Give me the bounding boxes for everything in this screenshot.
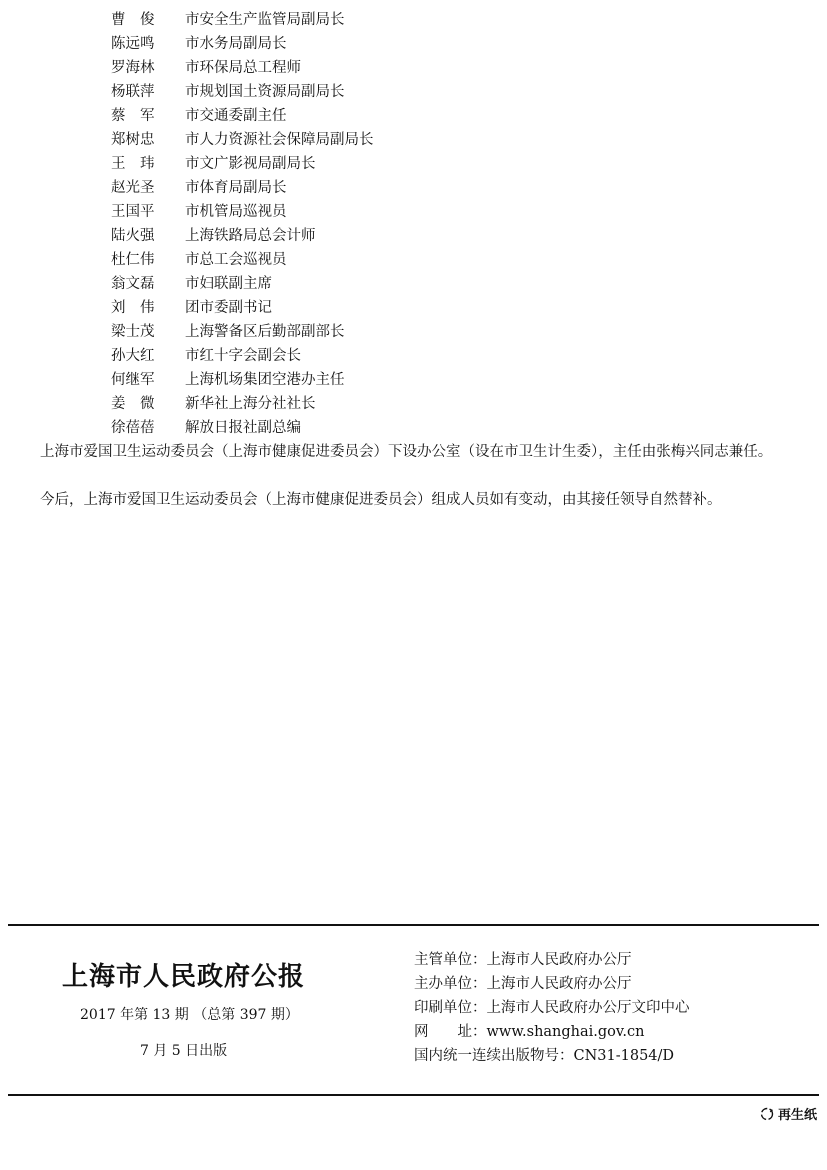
publication-title: 上海市人民政府公报 — [62, 962, 306, 992]
future-paragraph: 今后，上海市爱国卫生运动委员会（上海市健康促进委员会）组成人员如有变动，由其接任领导自然替补。 — [40, 492, 722, 508]
member-title: 上海机场集团空港办主任 — [185, 372, 345, 388]
member-title: 市总工会巡视员 — [185, 252, 287, 268]
footer-top-rule — [8, 924, 819, 926]
member-title: 市规划国土资源局副局长 — [185, 84, 345, 100]
member-name: 刘 伟 — [111, 300, 155, 316]
member-name: 蔡 军 — [111, 108, 155, 124]
member-name: 翁文磊 — [111, 276, 155, 292]
member-name: 赵光圣 — [111, 180, 155, 196]
issue-number: 2017 年第 13 期 （总第 397 期） — [80, 1007, 299, 1023]
member-name: 徐蓓蓓 — [111, 420, 155, 436]
member-title: 新华社上海分社社长 — [185, 396, 316, 412]
member-name: 王 玮 — [111, 156, 155, 172]
member-title: 上海铁路局总会计师 — [185, 228, 316, 244]
info-row-website: 网 址：www.shanghai.gov.cn — [414, 1024, 645, 1040]
member-title: 市环保局总工程师 — [185, 60, 301, 76]
member-name: 姜 微 — [111, 396, 155, 412]
member-title: 团市委副书记 — [185, 300, 272, 316]
member-title: 市文广影视局副局长 — [185, 156, 316, 172]
member-title: 市妇联副主席 — [185, 276, 272, 292]
office-paragraph: 上海市爱国卫生运动委员会（上海市健康促进委员会）下设办公室（设在市卫生计生委），主任由张梅兴同志兼任。 — [40, 444, 773, 460]
member-title: 解放日报社副总编 — [185, 420, 301, 436]
member-title: 市人力资源社会保障局副局长 — [185, 132, 374, 148]
member-name: 杜仁伟 — [111, 252, 155, 268]
publish-date: 7 月 5 日出版 — [140, 1043, 228, 1059]
member-title: 市安全生产监管局副局长 — [185, 12, 345, 28]
member-title: 市水务局副局长 — [185, 36, 287, 52]
recycled-label: 再生纸 — [777, 1108, 817, 1123]
member-name: 曹 俊 — [111, 12, 155, 28]
member-name: 陆火强 — [111, 228, 155, 244]
member-name: 陈远鸣 — [111, 36, 155, 52]
info-row-supervisor: 主管单位：上海市人民政府办公厅 — [414, 952, 632, 968]
publisher-info — [414, 948, 690, 1068]
member-title: 市交通委副主任 — [185, 108, 287, 124]
info-row-printer: 印刷单位：上海市人民政府办公厅文印中心 — [414, 1000, 690, 1016]
member-title: 市红十字会副会长 — [185, 348, 301, 364]
member-name: 孙大红 — [111, 348, 155, 364]
member-title: 市体育局副局长 — [185, 180, 287, 196]
recycled-paper-mark — [760, 1104, 817, 1123]
member-name: 郑树忠 — [111, 132, 155, 148]
member-title: 市机管局巡视员 — [185, 204, 287, 220]
member-title: 上海警备区后勤部副部长 — [185, 324, 345, 340]
info-row-sponsor: 主办单位：上海市人民政府办公厅 — [414, 976, 632, 992]
member-name: 何继军 — [111, 372, 155, 388]
member-name: 王国平 — [111, 204, 155, 220]
member-name: 罗海林 — [111, 60, 155, 76]
member-name: 杨联萍 — [111, 84, 155, 100]
recycle-icon — [760, 1107, 774, 1121]
info-row-serial-number: 国内统一连续出版物号：CN31-1854/D — [414, 1048, 675, 1064]
footer-bottom-rule — [8, 1094, 819, 1096]
member-name: 梁士茂 — [111, 324, 155, 340]
